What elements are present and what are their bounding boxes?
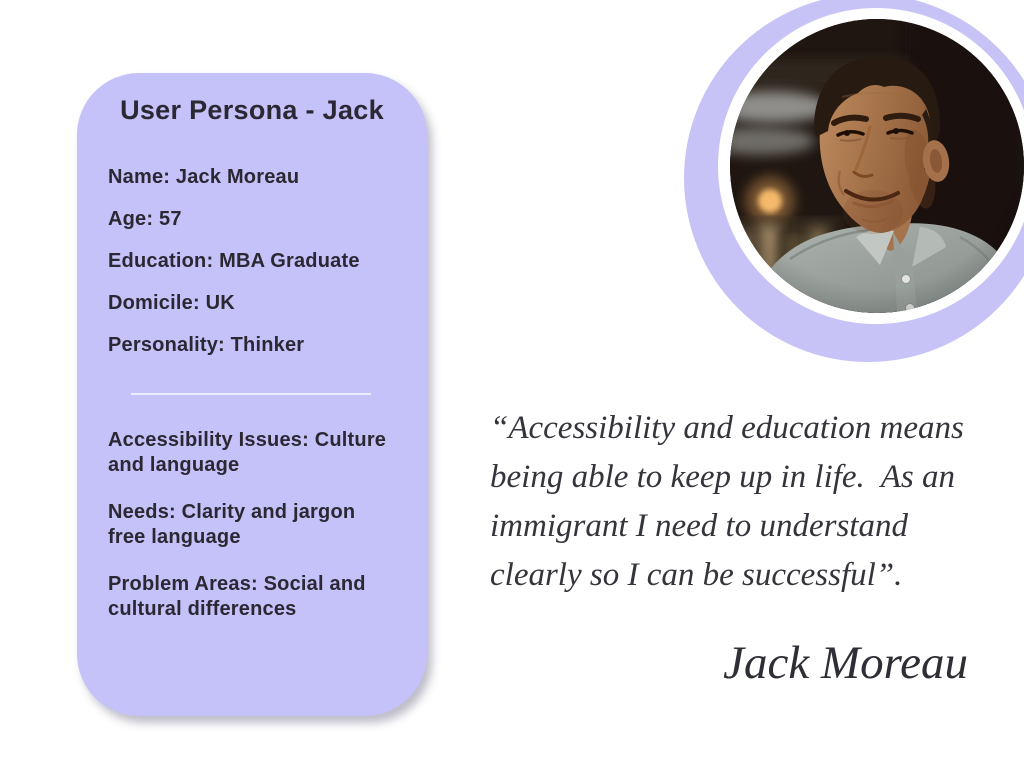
persona-card [77, 73, 427, 716]
field-age: Age: 57 [108, 208, 182, 230]
persona-details [108, 428, 400, 644]
field-personality: Personality: Thinker [108, 334, 305, 356]
quote-attribution: Jack Moreau [723, 637, 968, 689]
detail-line: Problem Areas: Social and [108, 573, 366, 595]
detail-line: and language [108, 454, 240, 476]
quote-line: “Accessibility and education means [490, 410, 964, 446]
quote-line: immigrant I need to understand [490, 508, 908, 544]
persona-fields [108, 165, 400, 375]
detail-problem-areas [108, 572, 400, 622]
detail-line: Accessibility Issues: Culture [108, 429, 387, 451]
detail-needs [108, 500, 400, 550]
detail-line: cultural differences [108, 598, 297, 620]
detail-accessibility-issues [108, 428, 400, 478]
card-title: User Persona - Jack [120, 95, 384, 125]
card-divider [131, 393, 371, 395]
quote-line: clearly so I can be successful”. [490, 557, 903, 593]
quote-block [490, 404, 974, 690]
portrait-photo [730, 19, 1024, 313]
detail-line: free language [108, 526, 241, 548]
quote-line: being able to keep up in life. As an [490, 459, 955, 495]
detail-line: Needs: Clarity and jargon [108, 501, 356, 523]
portrait-illustration [730, 19, 1024, 313]
field-name: Name: Jack Moreau [108, 166, 300, 188]
field-education: Education: MBA Graduate [108, 250, 360, 272]
field-domicile: Domicile: UK [108, 292, 235, 314]
quote-text [490, 404, 974, 600]
